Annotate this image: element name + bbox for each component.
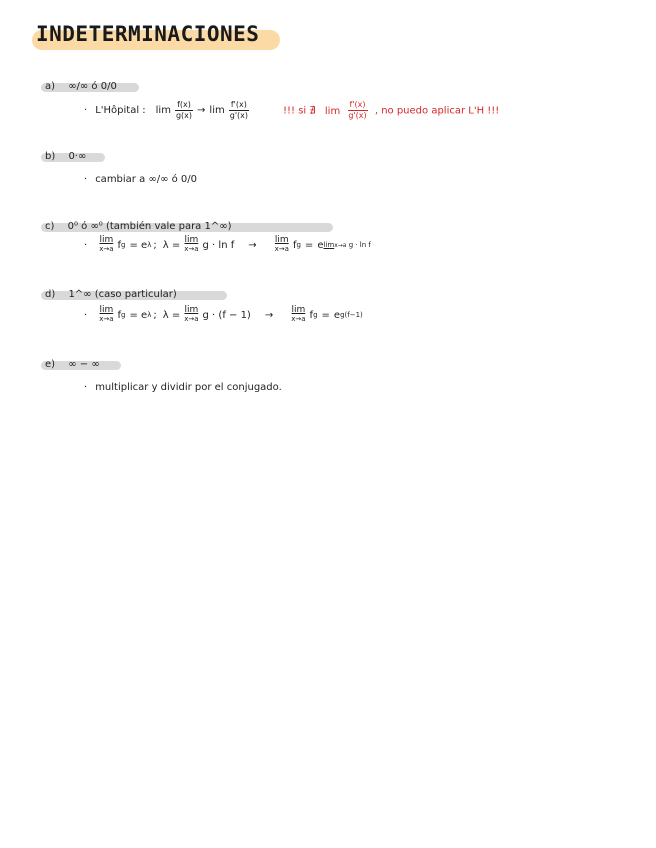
section-c-item (84, 236, 371, 254)
section-e-letter: e) (45, 359, 56, 370)
lambda-exp: λ (147, 241, 152, 249)
frac-den: g'(x) (348, 111, 367, 120)
arrow: → (197, 105, 206, 116)
section-a-item (84, 100, 499, 121)
e-base: e (317, 239, 324, 251)
fraction-fp-over-gp (346, 100, 368, 121)
e-base: e (333, 309, 341, 321)
lim-word: lim (184, 305, 199, 315)
section-d-letter: d) (45, 289, 56, 300)
g-exp: g (121, 241, 126, 249)
lim-sub: x→a (334, 242, 347, 249)
arrow: → (248, 239, 257, 251)
arrow: → (264, 309, 274, 321)
section-c-title: 0⁰ ó ∞⁰ (también vale para 1^∞) (67, 221, 232, 232)
section-e-text: multiplicar y dividir por el conjugado. (95, 382, 282, 393)
g-exp: g (296, 241, 301, 249)
f-base: f (309, 309, 314, 321)
equals: = (321, 309, 330, 321)
section-c-letter: c) (45, 221, 55, 232)
bullet: · (84, 174, 88, 185)
lim-sub: x→a (99, 245, 114, 253)
limit-x-to-a (99, 236, 113, 254)
equals-e: = e (129, 309, 148, 321)
title-block (36, 22, 259, 46)
section-a-title: ∞/∞ ó 0/0 (68, 81, 117, 92)
f-base: f (292, 239, 297, 251)
lim-sub: x→a (274, 245, 289, 253)
fraction-fp-over-gp (228, 100, 250, 121)
fraction-f-over-g (174, 100, 194, 121)
lim-word: lim (323, 241, 335, 249)
g-f-minus-1: g · (f − 1) (202, 309, 251, 321)
limit-x-to-a (184, 236, 198, 254)
exponent: g(f−1) (340, 311, 363, 319)
g-exp: g (121, 311, 126, 319)
semicolon: ; (153, 309, 157, 321)
lim-sub: x→a (291, 315, 306, 323)
lambda-def: λ = (162, 309, 181, 321)
section-b-text: cambiar a ∞/∞ ó 0/0 (95, 174, 198, 185)
lim-word: lim (184, 235, 199, 245)
exponent-tail: g · ln f (348, 241, 371, 249)
frac-den: g'(x) (229, 111, 248, 120)
frac-den: g(x) (175, 111, 193, 120)
lim-word: lim (99, 235, 114, 245)
section-b-header (45, 150, 86, 164)
bullet: · (84, 309, 88, 321)
semicolon: ; (153, 239, 157, 251)
lhopital-label: L'Hôpital : (95, 105, 146, 116)
lim-word: lim (155, 105, 171, 116)
f-base: f (117, 239, 122, 251)
limit-x-to-a (291, 306, 305, 324)
section-a-header (45, 80, 117, 94)
section-e-header (45, 358, 100, 372)
warning-tail: , no puedo aplicar L'H !!! (374, 105, 500, 117)
g-ln-f: g · ln f (202, 239, 235, 251)
warning-lead: !!! si ∄ (283, 105, 316, 117)
section-b-letter: b) (45, 151, 56, 162)
page-title: INDETERMINACIONES (36, 22, 260, 46)
section-e-item (84, 382, 282, 393)
section-a-letter: a) (45, 81, 56, 92)
section-b-item (84, 174, 197, 185)
limit-x-to-a (275, 236, 289, 254)
exponent-limit (323, 241, 370, 249)
bullet: · (84, 239, 88, 251)
lim-word: lim (274, 235, 289, 245)
lim-sub: x→a (184, 315, 199, 323)
section-d-header (45, 288, 177, 302)
section-b-title: 0·∞ (68, 151, 87, 162)
bullet: · (84, 382, 88, 393)
section-d-item (84, 306, 363, 324)
limit-x-to-a (99, 306, 113, 324)
lim-word: lim (99, 305, 114, 315)
bullet: · (84, 105, 88, 116)
lim-sub: x→a (184, 245, 199, 253)
limit-x-to-a (184, 306, 198, 324)
lhopital-warning (283, 100, 499, 121)
lim-word: lim (324, 105, 341, 117)
section-e-title: ∞ − ∞ (68, 359, 100, 370)
equals-e: = e (129, 239, 148, 251)
lambda-def: λ = (162, 239, 181, 251)
frac-num: f'(x) (230, 100, 247, 109)
lambda-exp: λ (147, 311, 152, 319)
lim-sub: x→a (99, 315, 114, 323)
g-exp: g (313, 311, 318, 319)
f-base: f (117, 309, 122, 321)
lim-word: lim (209, 105, 225, 116)
equals: = (304, 239, 314, 251)
section-d-title: 1^∞ (caso particular) (68, 289, 177, 300)
frac-num: f(x) (177, 100, 191, 109)
section-c-header (45, 220, 231, 234)
lim-word: lim (291, 305, 306, 315)
frac-num: f'(x) (349, 100, 366, 109)
